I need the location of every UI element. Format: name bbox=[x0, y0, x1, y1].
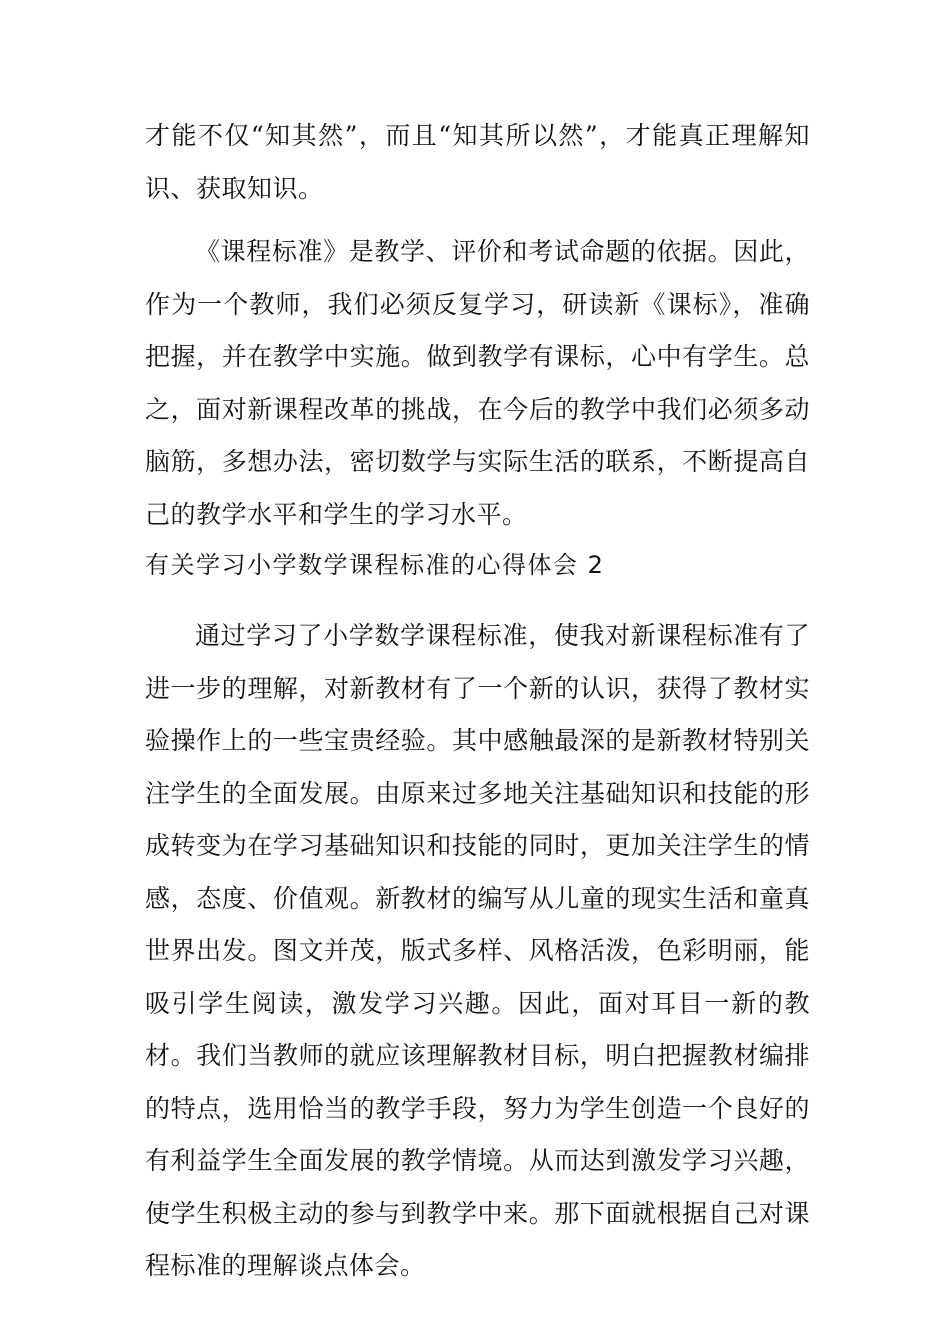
paragraph-reflection: 通过学习了小学数学课程标准，使我对新课程标准有了进一步的理解，对新教材有了一个新的认识，获得了教材实验操作上的一些宝贵经验。其中感触最深的是新教材特别关注学生的全面发展。由原来过多地关注基础知识和技能的形成转变为在学习基础知识和技能的同时，更加关注学生的情感，态度、价值观。新教材的编写从儿童的现实生活和童真世界出发。图文并茂，版式多样、风格活泼，色彩明丽，能吸引学生阅读，激发学习兴趣。因此，面对耳目一新的教材。我们当教师的就应该理解教材目标，明白把握教材编排的特点，选用恰当的教学手段，努力为学生创造一个良好的有利益学生全面发展的教学情境。从而达到激发学习兴趣，使学生积极主动的参与到教学中来。那下面就根据自己对课程标准的理解谈点体会。 bbox=[145, 621, 810, 1280]
paragraph-continuation: 才能不仅“知其然”，而且“知其所以然”，才能真正理解知识、获取知识。 bbox=[145, 121, 810, 203]
paragraph-curriculum-standard: 《课程标准》是教学、评价和考试命题的依据。因此，作为一个教师，我们必须反复学习，研读新《课标》，准确把握，并在教学中实施。做到教学有课标，心中有学生。总之，面对新课程改革的挑战，在今后的教学中我们必须多动脑筋，多想办法，密切数学与实际生活的联系，不断提高自己的教学水平和学生的学习水平。 bbox=[145, 237, 810, 529]
section-heading: 有关学习小学数学课程标准的心得体会 2 bbox=[145, 551, 605, 579]
